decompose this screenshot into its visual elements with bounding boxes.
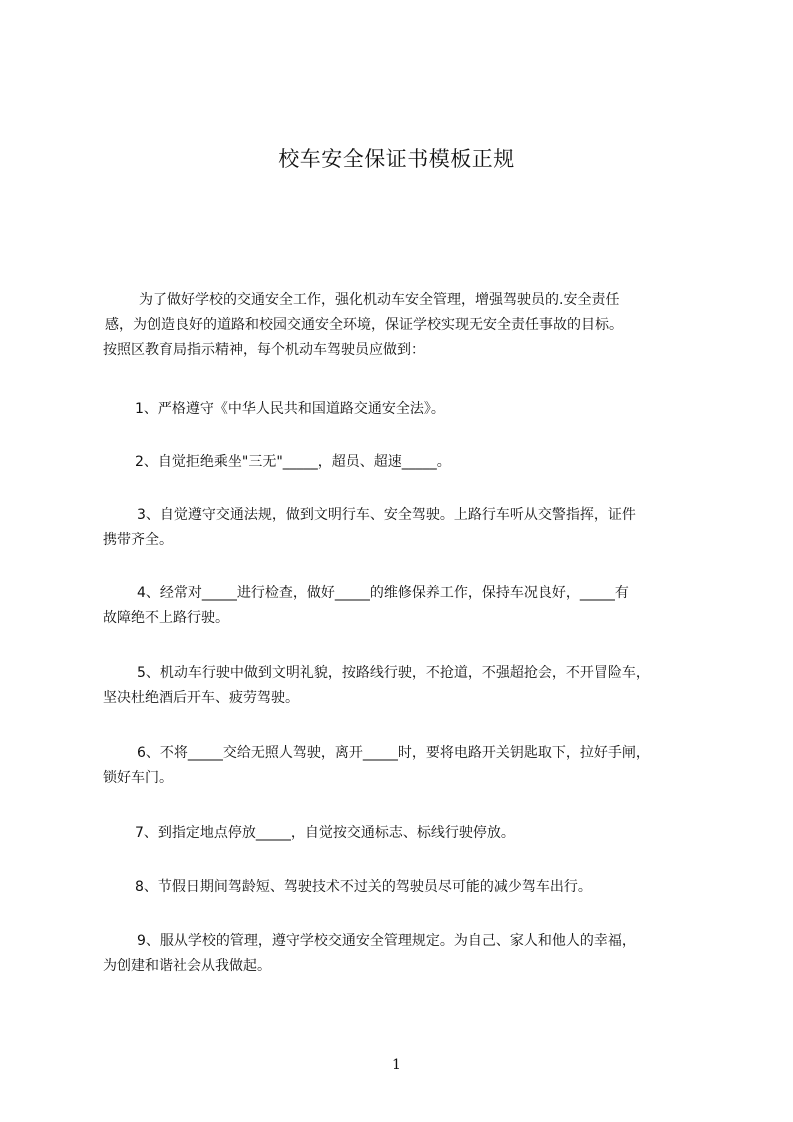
list-item-2 [103, 450, 715, 475]
list-item-line: 7、到指定地点停放_____，自觉按交通标志、标线行驶停放。 [135, 825, 515, 841]
list-item-8 [103, 875, 715, 900]
list-item-line: 为创建和谐社会从我做起。 [103, 958, 271, 974]
list-item-line: 6、不将_____交给无照人驾驶，离开_____时，要将电路开关钥匙取下，拉好手闸， [137, 745, 650, 761]
list-item-5 [103, 661, 715, 711]
list-item-9 [103, 929, 715, 979]
list-item-line: 5、机动车行驶中做到文明礼貌，按路线行驶，不抢道，不强超抢会，不开冒险车， [137, 665, 650, 681]
intro-paragraph [103, 288, 715, 363]
list-item-line: 坚决杜绝酒后开车、疲劳驾驶。 [103, 690, 299, 706]
page-title: 校车安全保证书模板正规 [278, 147, 515, 171]
list-item-line: 2、自觉拒绝乘坐"三无"_____，超员、超速_____。 [135, 454, 451, 470]
list-item-line: 故障绝不上路行驶。 [103, 610, 229, 626]
intro-line: 按照区教育局指示精神，每个机动车驾驶员应做到： [103, 342, 425, 358]
intro-line: 感，为创造良好的道路和校园交通安全环境，保证学校实现无安全责任事故的目标。 [105, 317, 623, 333]
list-item-line: 1、严格遵守《中华人民共和国道路交通安全法》。 [135, 401, 445, 417]
list-item-7 [103, 821, 715, 846]
page-number: 1 [392, 1057, 401, 1073]
list-item-line: 锁好车门。 [103, 770, 173, 786]
list-item-3 [103, 503, 715, 553]
list-item-6 [103, 741, 715, 791]
intro-line: 为了做好学校的交通安全工作，强化机动车安全管理，增强驾驶员的.安全责任 [139, 292, 620, 308]
list-item-line: 9、服从学校的管理，遵守学校交通安全管理规定。为自己、家人和他人的幸福， [137, 933, 636, 949]
list-item-line: 3、自觉遵守交通法规，做到文明行车、安全驾驶。上路行车听从交警指挥，证件 [137, 507, 636, 523]
list-item-line: 携带齐全。 [103, 532, 173, 548]
list-item-line: 8、节假日期间驾龄短、驾驶技术不过关的驾驶员尽可能的减少驾车出行。 [135, 879, 592, 895]
list-item-1 [103, 397, 715, 422]
list-item-line: 4、经常对_____进行检查，做好_____的维修保养工作，保持车况良好，_____有 [137, 585, 629, 601]
list-item-4 [103, 581, 715, 631]
